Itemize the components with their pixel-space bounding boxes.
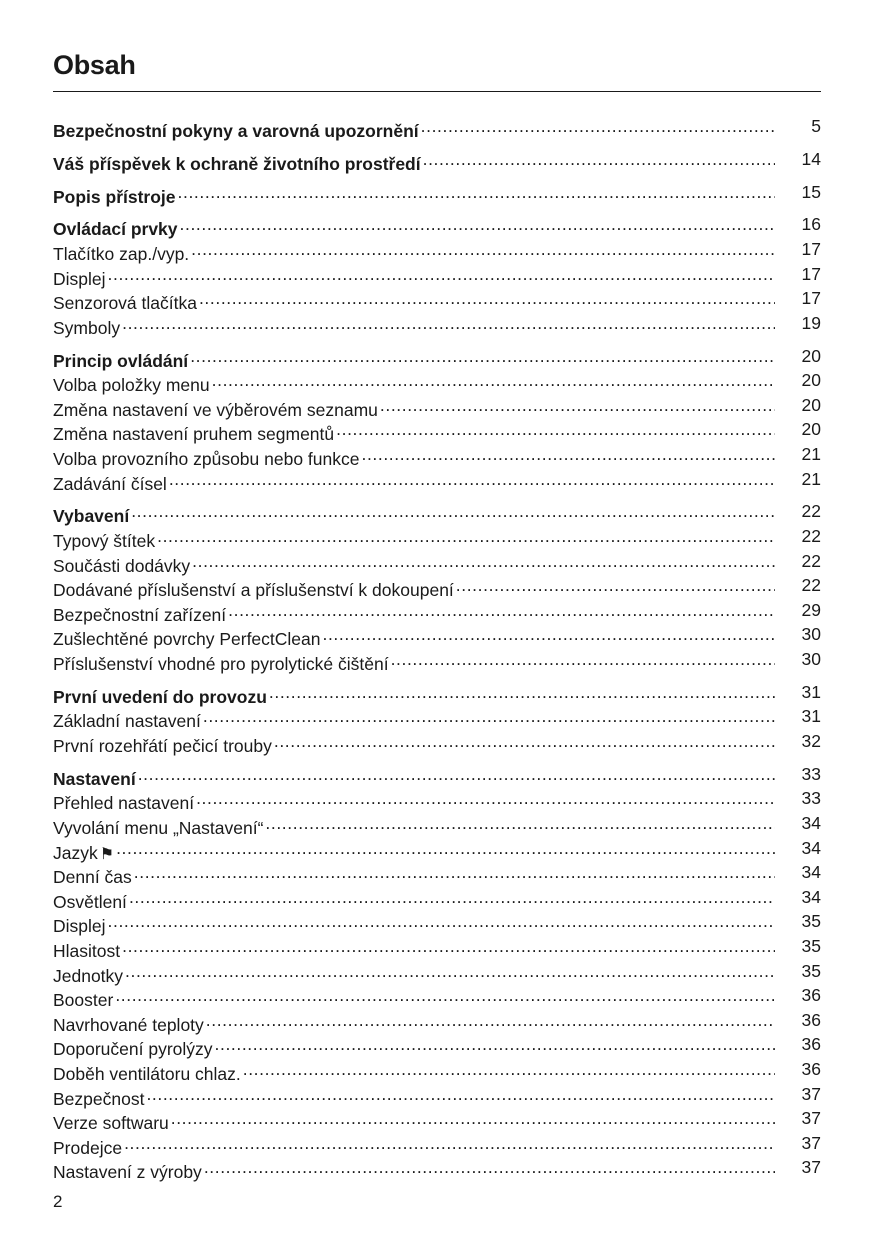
toc-entry[interactable] bbox=[53, 984, 821, 1011]
dot-leader bbox=[361, 443, 775, 465]
toc-entry-label: Doběh ventilátoru chlaz. bbox=[53, 1064, 241, 1084]
toc-entry[interactable] bbox=[53, 418, 821, 445]
dot-leader bbox=[212, 369, 775, 391]
toc-entry[interactable] bbox=[53, 468, 821, 494]
dot-leader bbox=[336, 418, 775, 440]
toc-entry-label: Osvětlení bbox=[53, 891, 127, 912]
toc-entry-page: 35 bbox=[801, 936, 821, 956]
dot-leader bbox=[108, 263, 775, 285]
toc-entry[interactable] bbox=[53, 960, 821, 986]
toc-entry-page: 22 bbox=[801, 575, 821, 596]
dot-leader bbox=[269, 681, 775, 703]
title-divider bbox=[53, 91, 821, 92]
toc-entry-label: Změna nastavení ve výběrovém seznamu bbox=[53, 399, 378, 420]
toc-entry-page: 20 bbox=[801, 370, 821, 391]
toc-entry-page: 34 bbox=[801, 862, 821, 883]
dot-leader bbox=[380, 394, 775, 416]
toc-entry[interactable] bbox=[53, 681, 821, 707]
toc-entry-label: Symboly bbox=[53, 317, 121, 338]
toc-entry[interactable] bbox=[53, 705, 821, 732]
dot-leader bbox=[115, 984, 775, 1006]
toc-entry-page: 33 bbox=[801, 763, 821, 784]
toc-entry[interactable] bbox=[53, 574, 821, 601]
toc-entry[interactable] bbox=[53, 787, 821, 814]
toc-entry-page: 22 bbox=[801, 501, 821, 522]
dot-leader bbox=[190, 345, 775, 367]
toc-entry-page: 20 bbox=[801, 394, 821, 415]
page-number: 2 bbox=[53, 1192, 63, 1211]
toc-entry-label: Vybavení bbox=[53, 506, 130, 527]
toc-entry-label: První rozehřátí pečicí trouby bbox=[53, 736, 272, 756]
toc-entry-page: 22 bbox=[801, 526, 821, 546]
toc-entry-label: Bezpečnost bbox=[53, 1088, 145, 1109]
toc-entry-label: Váš příspěvek k ochraně životního prostředí bbox=[53, 153, 421, 174]
toc-entry-label: Základní nastavení bbox=[53, 711, 201, 732]
toc-entry[interactable] bbox=[53, 369, 821, 396]
toc-entry-label: První uvedení do provozu bbox=[53, 686, 267, 707]
toc-entry[interactable] bbox=[53, 525, 821, 551]
toc-entry[interactable] bbox=[53, 1009, 821, 1035]
dot-leader bbox=[146, 1083, 775, 1105]
dot-leader bbox=[131, 500, 775, 522]
toc-entry-page: 35 bbox=[801, 911, 821, 932]
toc-entry-label: Navrhované teploty bbox=[53, 1014, 204, 1035]
toc-entry[interactable] bbox=[53, 812, 821, 838]
toc-entry[interactable] bbox=[53, 837, 821, 863]
dot-leader bbox=[157, 525, 775, 547]
toc-entry-page: 17 bbox=[801, 288, 821, 309]
toc-entry-label: Součásti dodávky bbox=[53, 555, 191, 576]
toc-entry[interactable] bbox=[53, 287, 821, 314]
toc-entry-label: Denní čas bbox=[53, 867, 132, 888]
toc-entry-page: 30 bbox=[801, 624, 821, 645]
toc-entry[interactable] bbox=[53, 599, 821, 625]
toc-entry-label: Zušlechtěné povrchy PerfectClean bbox=[53, 629, 321, 650]
toc-entry-label: Senzorová tlačítka bbox=[53, 293, 197, 314]
dot-leader bbox=[391, 648, 775, 670]
toc-entry-page: 36 bbox=[801, 1059, 821, 1079]
toc-entry[interactable] bbox=[53, 238, 821, 264]
toc-entry-label: Zadávání čísel bbox=[53, 473, 167, 494]
dot-leader bbox=[129, 886, 775, 908]
toc-entry-page: 16 bbox=[801, 214, 821, 235]
toc-entry-page: 17 bbox=[801, 263, 821, 284]
page-title: Obsah bbox=[53, 50, 136, 80]
toc-entry-label: Doporučení pyrolýzy bbox=[53, 1039, 213, 1060]
toc-entry-label: Změna nastavení pruhem segmentů bbox=[53, 424, 335, 445]
toc-entry-label: Nastavení z výroby bbox=[53, 1162, 202, 1183]
dot-leader bbox=[138, 763, 775, 785]
toc-entry-page: 21 bbox=[801, 468, 821, 489]
toc-entry-page: 14 bbox=[801, 148, 821, 169]
toc-entry-page: 20 bbox=[801, 345, 821, 366]
dot-leader bbox=[206, 1009, 775, 1031]
dot-leader bbox=[456, 574, 775, 596]
dot-leader bbox=[192, 550, 775, 572]
toc-entry-label: Nastavení bbox=[53, 768, 136, 789]
toc-entry-label: Volba položky menu bbox=[53, 375, 210, 396]
toc-entry-page: 31 bbox=[801, 681, 821, 702]
toc-entry[interactable] bbox=[53, 1132, 821, 1158]
flag-icon: ⚑ bbox=[99, 845, 115, 863]
toc-entry[interactable] bbox=[53, 1058, 821, 1084]
dot-leader bbox=[215, 1033, 775, 1055]
dot-leader bbox=[204, 1156, 775, 1178]
toc-entry-label: Hlasitost bbox=[53, 941, 121, 961]
dot-leader bbox=[108, 910, 775, 932]
dot-leader bbox=[203, 705, 775, 727]
toc-entry-label: Ovládací prvky bbox=[53, 219, 178, 240]
dot-leader bbox=[421, 115, 775, 137]
dot-leader bbox=[134, 861, 775, 883]
toc-entry-page: 22 bbox=[801, 550, 821, 571]
toc-entry-page: 32 bbox=[801, 731, 821, 751]
toc-entry[interactable] bbox=[53, 730, 821, 756]
toc-entry-page: 5 bbox=[811, 116, 821, 136]
toc-entry[interactable] bbox=[53, 910, 821, 937]
toc-entry[interactable] bbox=[53, 648, 821, 674]
toc-entry-page: 15 bbox=[801, 181, 821, 202]
toc-entry-page: 30 bbox=[801, 649, 821, 669]
toc-entry-label: Displej bbox=[53, 268, 106, 289]
toc-entry-page: 31 bbox=[801, 706, 821, 727]
toc-entry[interactable] bbox=[53, 935, 821, 961]
toc-entry[interactable] bbox=[53, 263, 821, 289]
dot-leader bbox=[228, 599, 775, 621]
toc-entry-page: 34 bbox=[801, 837, 821, 858]
dot-leader bbox=[199, 287, 775, 309]
toc-entry-page: 19 bbox=[801, 312, 821, 333]
toc-entry[interactable] bbox=[53, 861, 821, 888]
toc-entry-label: Typový štítek bbox=[53, 531, 156, 551]
toc-entry-label: Bezpečnostní pokyny a varovná upozornění bbox=[53, 121, 419, 141]
toc-entry-label: Verze softwaru bbox=[53, 1113, 169, 1134]
toc-entry-label: Příslušenství vhodné pro pyrolytické čištění bbox=[53, 654, 389, 674]
toc-entry-page: 37 bbox=[801, 1108, 821, 1129]
dot-leader bbox=[116, 837, 775, 859]
toc-entry-label: Princip ovládání bbox=[53, 350, 189, 371]
toc-entry-label: Vyvolání menu „Nastavení“ bbox=[53, 818, 264, 838]
dot-leader bbox=[191, 238, 775, 260]
toc-entry-label: Popis přístroje bbox=[53, 186, 176, 207]
toc-entry[interactable] bbox=[53, 443, 821, 469]
toc-entry[interactable] bbox=[53, 312, 821, 338]
dot-leader bbox=[423, 148, 775, 170]
dot-leader bbox=[122, 312, 775, 334]
toc-entry[interactable] bbox=[53, 345, 821, 371]
toc-entry-page: 36 bbox=[801, 1009, 821, 1030]
toc-entry-label: Jednotky bbox=[53, 965, 124, 986]
toc-entry-label: Jazyk bbox=[53, 842, 98, 863]
toc-entry[interactable] bbox=[53, 181, 821, 207]
toc-entry[interactable] bbox=[53, 763, 821, 789]
toc-entry-label: Prodejce bbox=[53, 1137, 123, 1158]
toc-entry-label: Přehled nastavení bbox=[53, 793, 195, 814]
dot-leader bbox=[180, 213, 775, 235]
dot-leader bbox=[196, 787, 775, 809]
toc-entry-page: 20 bbox=[801, 419, 821, 440]
toc-entry[interactable] bbox=[53, 886, 821, 912]
dot-leader bbox=[265, 812, 775, 834]
dot-leader bbox=[178, 181, 775, 203]
toc-entry[interactable] bbox=[53, 550, 821, 576]
toc-entry-label: Dodávané příslušenství a příslušenství k dokoupení bbox=[53, 580, 454, 601]
toc-entry-page: 35 bbox=[801, 960, 821, 981]
toc-entry-label: Volba provozního způsobu nebo funkce bbox=[53, 449, 360, 469]
toc-entry-label: Tlačítko zap./vyp. bbox=[53, 244, 190, 264]
toc-entry-page: 34 bbox=[801, 813, 821, 833]
toc-entry[interactable] bbox=[53, 500, 821, 527]
toc-entry-label: Booster bbox=[53, 990, 114, 1011]
toc-entry-label: Bezpečnostní zařízení bbox=[53, 604, 227, 625]
toc-entry-page: 37 bbox=[801, 1083, 821, 1104]
toc-entry-page: 36 bbox=[801, 985, 821, 1006]
dot-leader bbox=[274, 730, 775, 752]
toc-entry-page: 37 bbox=[801, 1132, 821, 1153]
toc-entry-page: 17 bbox=[801, 239, 821, 259]
toc-entry[interactable] bbox=[53, 394, 821, 420]
toc-entry[interactable] bbox=[53, 1156, 821, 1183]
toc-entry[interactable] bbox=[53, 148, 821, 174]
toc-entry[interactable] bbox=[53, 1107, 821, 1134]
toc-entry-page: 33 bbox=[801, 788, 821, 809]
dot-leader bbox=[122, 935, 775, 957]
toc-entry[interactable] bbox=[53, 1033, 821, 1060]
toc-entry-page: 36 bbox=[801, 1034, 821, 1055]
toc-entry-page: 29 bbox=[801, 599, 821, 620]
dot-leader bbox=[124, 1132, 775, 1154]
toc-entry[interactable] bbox=[53, 623, 821, 650]
dot-leader bbox=[323, 623, 776, 645]
dot-leader bbox=[171, 1107, 775, 1129]
toc-entry-page: 37 bbox=[801, 1157, 821, 1178]
toc-entry[interactable] bbox=[53, 115, 821, 141]
toc-entry-page: 34 bbox=[801, 886, 821, 907]
toc-entry-page: 21 bbox=[801, 444, 821, 464]
dot-leader bbox=[169, 468, 775, 490]
dot-leader bbox=[243, 1058, 775, 1080]
toc-entry-label: Displej bbox=[53, 916, 106, 937]
toc-entry[interactable] bbox=[53, 1083, 821, 1109]
dot-leader bbox=[125, 960, 775, 982]
toc-entry[interactable] bbox=[53, 213, 821, 240]
